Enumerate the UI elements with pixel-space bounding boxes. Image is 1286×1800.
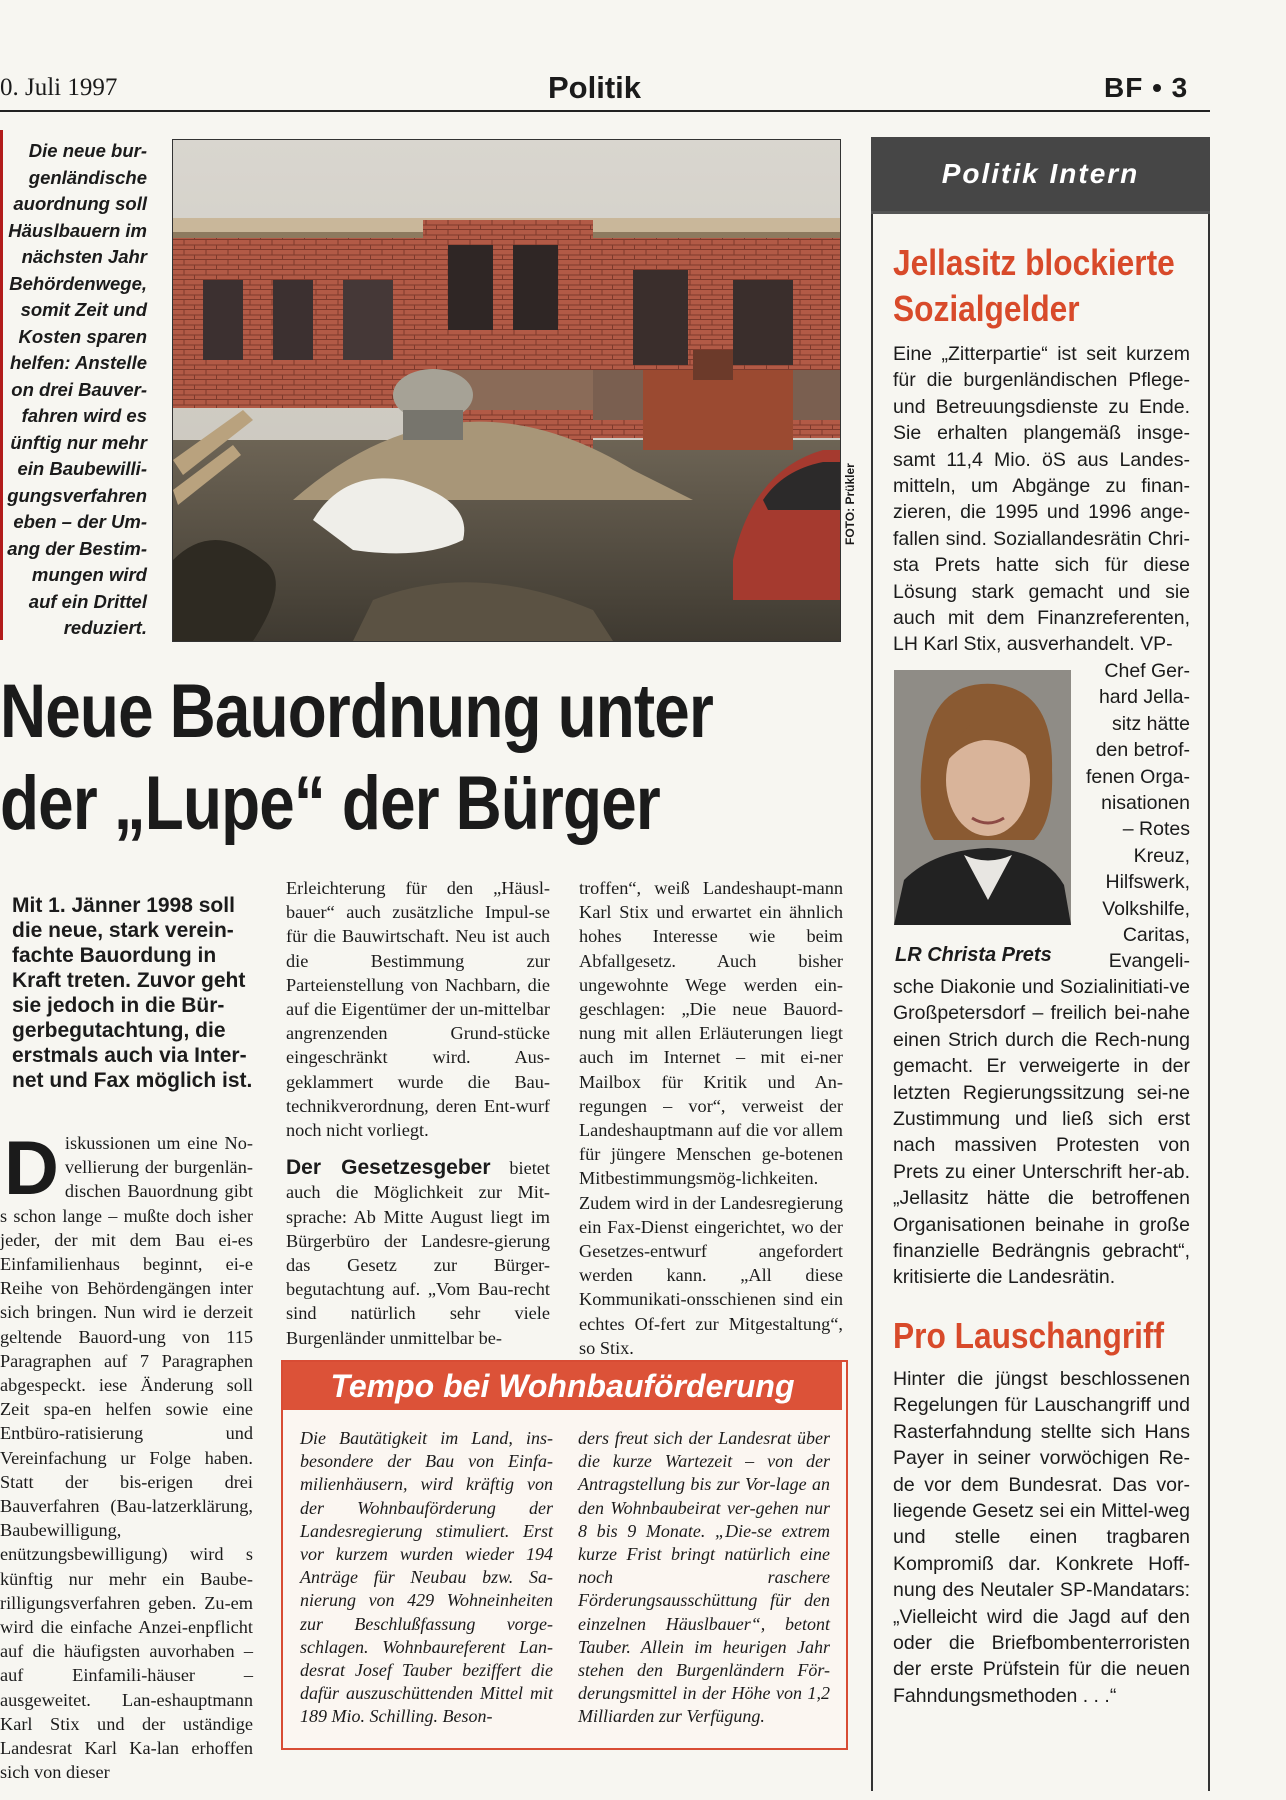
- caption-line: Häuslbauern im: [8, 219, 147, 241]
- sidebar-header: Politik Intern: [941, 158, 1140, 189]
- column-1-text: iskussionen um eine No-vellierung der burgenlän-dischen Bauordnung gibt s schon lange – mußte doch isher jeder, der mit dem Bau ei-es Einfamilienhaus beginnt, ei-e Reihe von Behördengängen inter sich bringen. Nun wird ie derzeit geltende Bauord-ung von 115 Paragraphen auf 7 Paragraphen abgespeckt. iese Änderung soll Zeit spa-en helfen sowie eine Entbüro-ratisierung und Vereinfachung ur Folge haben. Statt der bis-erigen drei Bauverfahren (Bau-latzerklärung, Baubewilligung, enützungsbewilligung) wird s künftig nur mehr ein Baube-rilligungsverfahren geben. Zu-em wird die einfache Anzei-enpflicht auf die häufigsten auvorhaben – auf Einfamili-häuser – ausgeweitet. Lan-eshauptmann Karl Stix und der uständige Landesrat Karl Ka-lan erhoffen sich von dieser: [0, 1133, 253, 1783]
- caption-line: mungen wird: [31, 564, 147, 585]
- caption-line: gungsverfahren: [7, 484, 147, 506]
- headline-line-1: Neue Bauordnung unter: [0, 669, 713, 754]
- article-column-1: [0, 1126, 253, 1784]
- caption-line: Behördenwege,: [9, 272, 147, 294]
- section-title: Politik: [548, 70, 642, 105]
- info-box-column-1: Die Bautätigkeit im Land, ins-besondere der Bau von Einfa-milienhäusern, wird kräftig von der Wohnbauförderung der Landesregierung stimuliert. Erst vor kurzem wurden wieder 194 Anträge für Neubau bzw. Sa-nierung von 429 Wohneinheiten zur Beschlußfassung vorge-schlagen. Wohnbaureferent Lan-desrat Josef Tauber beziffert die dafür auszuschüttenden Mittel mit 189 Mio. Schilling. Beson-: [300, 1428, 553, 1727]
- sidebar-paragraph-1: Eine „Zitterpartie“ ist seit kurzem für die burgenländischen Pflege- und Betreuungsdienste zu Ende. Sie erhalten plangemäß insge-samt 11,4 Mio. öS aus Landes-mitteln, um Abgänge zu finan-zieren, die 1995 und 1996 ange-fallen sind. Soziallandesrätin Chri-sta Prets hatte sich für diese Lösung stark gemacht und sie auch mit dem Finanzreferenten, LH Karl Stix, ausverhandelt. VP-: [893, 343, 1190, 656]
- photo-caption: [0, 138, 147, 642]
- article-headline: [0, 666, 714, 850]
- headline-line-2: der „Lupe“ der Bürger: [0, 761, 660, 846]
- construction-site-photo: [172, 139, 841, 642]
- page-number: BF • 3: [1104, 72, 1189, 103]
- caption-line: eben – der Um-: [13, 511, 147, 532]
- caption-line: auordnung soll: [13, 193, 147, 214]
- info-box-title: Tempo bei Wohnbauförderung: [283, 1362, 842, 1410]
- column-subhead: Der Gesetzesgeber: [286, 1156, 491, 1180]
- construction-photo-illustration: [173, 140, 840, 641]
- info-box-column-2: ders freut sich der Landesrat über die kurze Wartezeit – von der Antragstellung bis zur Vor-lage an den Wohnbaubeirat ver-gehen nur 8 bis 9 Monate. „Die-se extrem kurze Frist bringt natürlich eine noch raschere Förderungsausschüttung für den einzelnen Häuslbauer“, betont Tauber. Allein im heurigen Jahr stehen den Burgenländern För-derungsmittel in der Höhe von 1,2 Milliarden zur Verfügung.: [578, 1428, 830, 1727]
- article-column-2: [286, 876, 550, 1350]
- caption-line: ang der Bestim-: [7, 537, 147, 559]
- article-lead: Mit 1. Jänner 1998 soll die neue, stark verein-fachte Bauordung in Kraft treten. Zuvor geht sie jedoch in die Bür-gerbegutachtung, die erstmals auch via Inter-net und Fax möglich ist.: [12, 894, 253, 1092]
- column-2-text: Erleichterung für den „Häusl-bauer“ auch zusätzliche Impul-se für die Bauwirtschaft. Neu ist auch die Bestimmung zur Parteienstellung von Nachbarn, die auf die Eigentümer der un-mittelbar angrenzenden Grund-stücke eingeschränkt wird. Aus-geklammert wurde die Bau-technikverordnung, deren Ent-wurf noch nicht vorliegt.: [286, 878, 550, 1141]
- portrait-illustration: [894, 670, 1071, 925]
- sidebar-paragraph-1-continued: sche Diakonie und Sozialinitiati-ve Großpetersdorf – freilich bei-nahe einen Strich durch die Rech-nung gemacht. Er verweigerte in der letzten Regierungssitzung sei-ne Zustimmung und ließ sich erst nach massiven Protesten von Prets zu einer Unterschrift her-ab. „Jellasitz hätte die betroffenen Organisationen beinahe in große finanzielle Bedrängnis gebracht“, kritisierte die Landesrätin.: [893, 976, 1190, 1289]
- caption-line: helfen: Anstelle: [9, 352, 147, 373]
- caption-line: on drei Bauver-: [11, 378, 147, 400]
- sidebar-header-shadow: [871, 211, 1210, 214]
- photo-credit: FOTO: Prükler: [843, 463, 857, 545]
- portrait-caption: LR Christa Prets: [895, 944, 1052, 966]
- drop-cap: D: [4, 1126, 59, 1211]
- caption-line: auf ein Drittel: [28, 590, 147, 612]
- sidebar-title-2: Pro Lauschangriff: [893, 1315, 1165, 1356]
- portrait-photo: [894, 670, 1071, 925]
- header-rule: [0, 110, 1210, 112]
- column-2-text-continued: bietet auch die Möglichkeit zur Mit-sprache: Ab Mitte August liegt im Bürgerbüro der Landesre-gierung das Gesetz zur Bürger-begutachtung auf. „Vom Bau-recht sind natürlich sehr viele Burgenländer unmittelbar be-: [286, 1158, 550, 1348]
- sidebar-title-1: [893, 240, 1175, 332]
- caption-line: Die neue bur-: [28, 140, 147, 161]
- caption-line: fahren wird es: [21, 405, 147, 426]
- caption-line: ünftig nur mehr: [10, 431, 147, 453]
- sidebar-paragraph-1-wrap: Chef Ger-hard Jella-sitz hätte den betrof-fenen Orga-nisationen – Rotes Kreuz, Hilfswerk, Volkshilfe, Caritas, Evangeli-: [1085, 660, 1190, 973]
- caption-line: reduziert.: [63, 617, 147, 638]
- caption-line: Kosten sparen: [18, 325, 147, 347]
- issue-date: 0. Juli 1997: [0, 74, 118, 101]
- sidebar-paragraph-2: Hinter die jüngst beschlossenen Regelungen für Lauschangriff und Rasterfahndung stellte sich Hans Payer in seiner vorwöchigen Re-de vor dem Bundesrat. Das vor-liegende Gesetz sei ein Mittel-weg und stelle einen tragbaren Kompromiß dar. Konkrete Hoff-nung des Neutaler SP-Mandatars: „Vielleicht wird die Jagd auf den oder die Briefbombenterroristen der erste Prüfstein für die neuen Fahndungsmethoden . . .“: [893, 1368, 1190, 1707]
- caption-line: nächsten Jahr: [21, 246, 147, 267]
- sidebar-title-1-text: Jellasitz blockierte Sozialgelder: [893, 242, 1175, 329]
- article-column-3: troffen“, weiß Landeshaupt-mann Karl Stix und erwartet ein ähnlich hohes Interesse wie beim Abfallgesetz. Auch bisher ungewohnte Wege werden ein-geschlagen: „Die neue Bauord-nung mit allen Erläuterungen liegt auch im Internet – mit ei-ner Mailbox für Kritik und An-regungen – vor“, verweist der Landeshauptmann auf die vor allem für jüngere Menschen ge-botenen Mitbestimmungsmög-lichkeiten. Zudem wird in der Landesregierung ein Fax-Dienst eingerichtet, wo der Gesetzes-entwurf angefordert werden kann. „All diese Kommunikati-onsschienen sind ein echtes Of-fert zur Mitgestaltung“, so Stix.: [579, 878, 843, 1358]
- caption-line: ein Baubewilli-: [17, 458, 147, 479]
- caption-line: genländische: [28, 166, 147, 188]
- caption-line: somit Zeit und: [20, 299, 147, 320]
